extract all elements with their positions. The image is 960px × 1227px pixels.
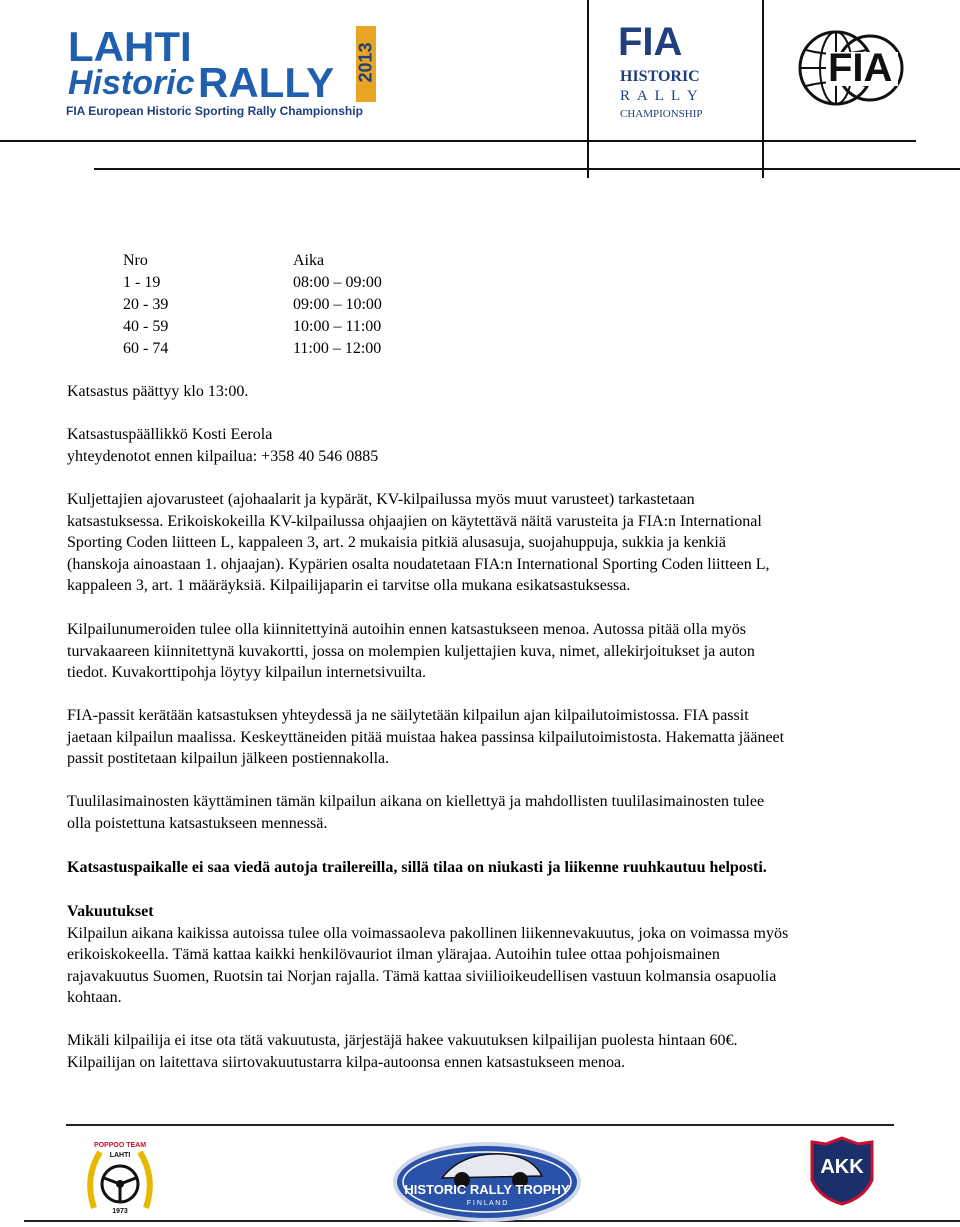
hrt-logo-title: HISTORIC RALLY TROPHY	[404, 1182, 570, 1197]
trailer-warning	[67, 857, 927, 879]
logo-year: 2013	[355, 42, 376, 83]
inspection-end-note: Katsastus päättyy klo 13:00.	[67, 383, 249, 400]
text-line: katsastuksessa. Erikoiskokeilla KV-kilpailussa ohjaajien on käytettävä näitä varusteita ja FIA:n International	[67, 512, 762, 530]
schedule-row-aika: 09:00 – 10:00	[293, 296, 382, 313]
poppoo-logo-mid: LAHTI	[109, 1152, 131, 1159]
text-line: turvakaareen kiinnitettynä kuvakortti, jossa on molempien kuljettajien kuva, nimet, allekirjoitukset ja auton	[67, 642, 755, 660]
header-separator	[762, 0, 764, 178]
text-line: rajavakuutus Suomen, Ruotsin tai Norjan rajalla. Tämä kattaa siviilioikeudellisen vastuun kolmansia osapuolia	[67, 967, 777, 985]
schedule-row-nro: 60 - 74	[123, 340, 169, 357]
page-header	[0, 0, 960, 180]
akk-logo	[806, 1136, 878, 1206]
header-separator	[587, 0, 589, 178]
fia-globe-logo	[796, 28, 904, 108]
akk-logo-text: AKK	[820, 1156, 864, 1178]
insurance-fee-paragraph	[67, 1030, 927, 1073]
schedule-row-aika: 11:00 – 12:00	[293, 340, 382, 357]
schedule-header-nro: Nro	[123, 252, 148, 269]
logo-text-rally: RALLY	[198, 59, 335, 106]
windscreen-ads-paragraph	[67, 791, 927, 834]
text-line: Katsastuspäällikkö Kosti Eerola	[67, 426, 273, 443]
text-line: Kuljettajien ajovarusteet (ajohaalarit ja kypärät, KV-kilpailussa myös muut varusteet) tarkastetaan	[67, 491, 695, 508]
race-numbers-paragraph	[67, 619, 927, 684]
text-line: Katsastuspaikalle ei saa viedä autoja trailereilla, sillä tilaa on niukasti ja liikenne ruuhkautuu helposti.	[67, 859, 767, 876]
fia-historic-rally-championship-logo	[616, 22, 716, 122]
schedule-row-nro: 1 - 19	[123, 274, 161, 291]
hrt-badge-icon	[392, 1138, 582, 1222]
header-divider	[0, 140, 916, 142]
text-line: Mikäli kilpailija ei itse ota tätä vakuutusta, järjestäjä hakee vakuutuksen kilpailijan puolesta hintaan 60€.	[67, 1032, 738, 1049]
fia-passes-paragraph	[67, 705, 927, 770]
logo-text-historic: Historic	[68, 64, 195, 102]
fia-logo-historic: HISTORIC	[620, 68, 700, 85]
fia-logo-championship: CHAMPIONSHIP	[620, 108, 703, 120]
text-line: (hanskoja ainoastaan 1. ohjaajan). Kypärien osalta noudatetaan FIA:n International Sporting Coden liitteen L,	[67, 555, 770, 573]
text-line: passit postitetaan kilpailun jälkeen postiennakolla.	[67, 750, 390, 767]
text-line: Kilpailun aikana kaikissa autoissa tulee olla voimassaoleva pakollinen liikennevakuutus, joka on voimassa myös	[67, 924, 789, 942]
text-line: tiedot. Kuvakorttipohja löytyy kilpailun internetsivuilta.	[67, 664, 427, 681]
text-line: jaetaan kilpailun maalissa. Keskeyttäneiden pitää muistaa hakea passinsa kilpailutoimistosta. Hakematta jääneet	[67, 728, 785, 746]
text-line: Tuulilasimainosten käyttäminen tämän kilpailun aikana on kiellettyä ja mahdollisten tuulilasimainosten tulee	[67, 793, 765, 810]
laurel-wreath-icon	[80, 1138, 160, 1218]
text-line: yhteydenotot ennen kilpailua: +358 40 546 0885	[67, 447, 379, 465]
text-line: FIA-passit kerätään katsastuksen yhteydessä ja ne säilytetään kilpailun ajan kilpailutoimistossa. FIA passit	[67, 707, 749, 724]
poppoo-logo-year: 1973	[112, 1208, 128, 1215]
schedule-row-aika: 08:00 – 09:00	[293, 274, 382, 291]
lahti-historic-rally-logo	[66, 23, 386, 122]
fia-logo-rally: R A L L Y	[620, 88, 700, 104]
text-line: kappaleen 3, art. 1 määräyksiä. Kilpailijaparin ei tarvitse olla mukana esikatsastuksessa.	[67, 577, 631, 594]
fia-logo-text: FIA	[618, 20, 683, 64]
insurance-heading: Vakuutukset	[67, 903, 154, 920]
header-divider-lower	[94, 168, 960, 170]
text-line: kohtaan.	[67, 989, 122, 1006]
text-line: Sporting Coden liitteen L, kappaleen 3, art. 2 mukaisia pitkiä alusasuja, suojahuppuja, sukkia ja kenkiä	[67, 534, 726, 551]
poppoo-logo-top: POPPOO TEAM	[93, 1142, 147, 1149]
logo-text-lahti: LAHTI	[68, 23, 192, 70]
schedule-row-nro: 40 - 59	[123, 318, 169, 335]
schedule-row-aika: 10:00 – 11:00	[293, 318, 382, 335]
footer-divider	[66, 1124, 894, 1126]
text-line: Kilpailunumeroiden tulee olla kiinnitettyinä autoihin ennen katsastukseen menoa. Autossa pitää olla myös	[67, 621, 746, 638]
equipment-paragraph	[67, 489, 927, 597]
contact-paragraph	[67, 424, 927, 467]
poppoo-team-logo	[80, 1138, 160, 1218]
schedule-row-nro: 20 - 39	[123, 296, 169, 313]
schedule-header-aika: Aika	[293, 252, 325, 269]
fia-globe-text: FIA	[828, 46, 893, 90]
logo-year-band	[356, 26, 376, 102]
text-line: olla poistettuna katsastukseen mennessä.	[67, 814, 328, 832]
insurance-section	[67, 901, 927, 1009]
historic-rally-trophy-logo	[392, 1138, 582, 1222]
logo-subtitle: FIA European Historic Sporting Rally Championship	[66, 104, 363, 118]
hrt-logo-country: F I N L A N D	[466, 1200, 508, 1207]
text-line: Kilpailijan on laitettava siirtovakuutustarra kilpa-autoonsa ennen katsastukseen menoa.	[67, 1053, 626, 1071]
text-line: erikoiskokeella. Tämä kattaa kaikki henkilövauriot ilman ylärajaa. Autoihin tulee ottaa pohjoismainen	[67, 946, 720, 963]
